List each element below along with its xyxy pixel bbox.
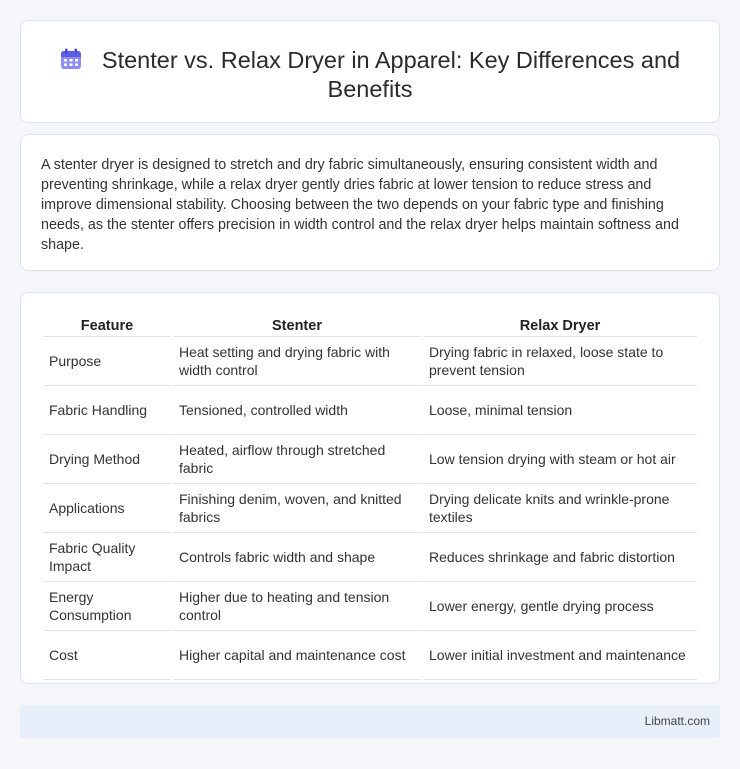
footer-site-link[interactable]: Libmatt.com: [644, 714, 710, 728]
table-row: [43, 533, 697, 582]
relax-dryer-cell: Drying fabric in relaxed, loose state to prevent tension: [423, 337, 697, 386]
stenter-cell: Heated, airflow through stretched fabric: [173, 435, 421, 484]
table-row: [43, 484, 697, 533]
column-header-relax-dryer: Relax Dryer: [423, 316, 697, 337]
summary-card: [20, 134, 720, 271]
stenter-cell: Controls fabric width and shape: [173, 533, 421, 582]
feature-cell: Fabric Handling: [43, 386, 171, 435]
relax-dryer-cell: Lower energy, gentle drying process: [423, 582, 697, 631]
relax-dryer-cell: Drying delicate knits and wrinkle-prone textiles: [423, 484, 697, 533]
stenter-cell: Tensioned, controlled width: [173, 386, 421, 435]
title-card: [20, 20, 720, 123]
table-row: [43, 386, 697, 435]
relax-dryer-cell: Loose, minimal tension: [423, 386, 697, 435]
page-title-text: Stenter vs. Relax Dryer in Apparel: Key Differences and Benefits: [101, 47, 681, 102]
stenter-cell: Higher due to heating and tension control: [173, 582, 421, 631]
feature-cell: Fabric Quality Impact: [43, 533, 171, 582]
feature-cell: Purpose: [43, 337, 171, 386]
summary-text: A stenter dryer is designed to stretch and dry fabric simultaneously, ensuring consistent width and preventing shrinkage, while a relax dryer gently dries fabric at lower tension to reduce stress and improve dimensional stability. Choosing between the two depends on your fabric type and finishing needs, as the stenter offers precision in width control and the relax dryer helps maintain softness and shape.: [41, 157, 679, 253]
table-row: [43, 631, 697, 680]
feature-cell: Applications: [43, 484, 171, 533]
column-header-feature: Feature: [43, 316, 171, 337]
comparison-table: [41, 316, 699, 680]
table-row: [43, 582, 697, 631]
relax-dryer-cell: Low tension drying with steam or hot air: [423, 435, 697, 484]
table-row: [43, 337, 697, 386]
feature-cell: Energy Consumption: [43, 582, 171, 631]
stenter-cell: Heat setting and drying fabric with width control: [173, 337, 421, 386]
column-header-stenter: Stenter: [173, 316, 421, 337]
table-header-row: [43, 316, 697, 337]
relax-dryer-cell: Reduces shrinkage and fabric distortion: [423, 533, 697, 582]
feature-cell: Drying Method: [43, 435, 171, 484]
calendar-icon: [60, 48, 82, 70]
stenter-cell: Higher capital and maintenance cost: [173, 631, 421, 680]
feature-cell: Cost: [43, 631, 171, 680]
comparison-table-card: [20, 292, 720, 684]
page-title: [21, 46, 719, 104]
relax-dryer-cell: Lower initial investment and maintenance: [423, 631, 697, 680]
footer-bar: [20, 705, 720, 738]
stenter-cell: Finishing denim, woven, and knitted fabrics: [173, 484, 421, 533]
table-row: [43, 435, 697, 484]
